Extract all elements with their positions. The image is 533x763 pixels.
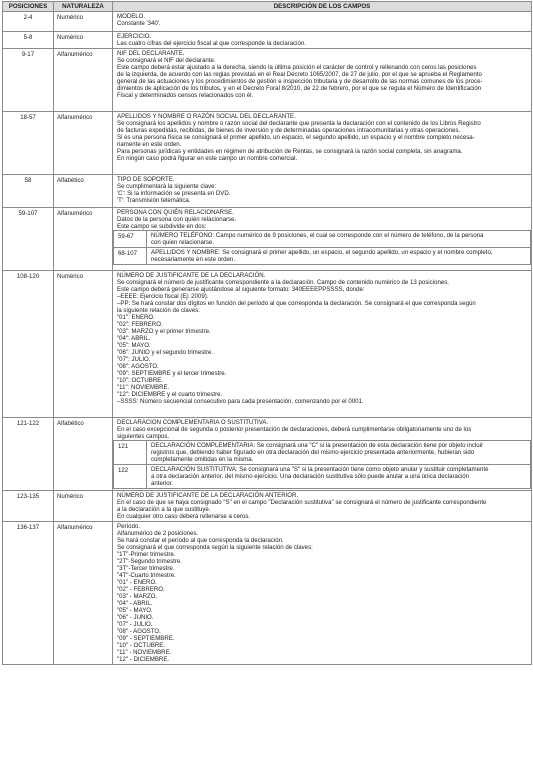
position-cell: 9-17 — [3, 49, 54, 112]
description-line: "06" - JUNIO. — [117, 614, 154, 621]
description-line: Período. — [117, 523, 141, 530]
description-line: "09": SEPTIEMBRE y el tercer trimestre. — [117, 370, 227, 377]
description-cell — [113, 112, 532, 175]
description-line: "03" - MARZO. — [117, 593, 158, 600]
description-line: Se cumplimentará la siguiente clave: — [117, 183, 217, 190]
nature-cell: Alfanumérico — [54, 49, 113, 112]
subfield-line: registros que, debiendo haber figurado en otra declaración del mismo ejercicio presentada anteriormente, hubieran sido — [151, 449, 475, 456]
subfield-line: con quien relacionarse. — [151, 239, 215, 246]
subfield-text — [147, 248, 531, 265]
subfield-line: DECLARACIÓN COMPLEMENTARIA: Se consignará una "C" si la presentación de esta declaración tiene por objeto incluir — [151, 442, 484, 449]
description-line: EJERCICIO. — [117, 33, 152, 40]
description-line: Se consignará el número de justificante correspondiente a la declaración. Campo de contenido numérico de 13 posiciones. — [117, 279, 449, 286]
description-cell — [113, 491, 532, 522]
position-cell: 136-137 — [3, 522, 54, 665]
table-row — [3, 208, 532, 271]
description-line: "06": JUNIO y el segundo trimestre. — [117, 349, 214, 356]
subfield-code: 121 — [114, 441, 147, 465]
table-row — [3, 32, 532, 49]
description-line: de la izquierda, de acuerdo con las reglas previstas en el Real Decreto 1065/2007, de 27 de julio, por el que se aprueba el Reglamento — [117, 71, 482, 78]
subfield-line: anterior. — [151, 480, 174, 487]
subfield-text — [147, 231, 531, 248]
position-cell: 59-107 — [3, 208, 54, 271]
description-line: Para personas jurídicas y entidades en régimen de atribución de Rentas, se consignará la razón social completa, sin anagrama. — [117, 148, 463, 155]
description-line: Este campo deberá estar ajustado a la derecha, siendo la última posición el carácter de control y rellenando con ceros las posiciones — [117, 64, 477, 71]
nature-cell: Numérico — [54, 271, 113, 418]
description-line: "08": AGOSTO. — [117, 363, 159, 370]
description-line: "04": ABRIL. — [117, 335, 151, 342]
description-line: Este campo se subdivide en dos: — [117, 223, 207, 230]
description-line: siguientes campos. — [117, 433, 170, 440]
description-line: Fiscal y determinados censos relacionados con él. — [117, 92, 254, 99]
table-body — [3, 12, 532, 665]
description-line: En el caso excepcional de segunda o posterior presentación de declaraciones, deberá cumplimentarse obligatoriamente uno de los — [117, 426, 472, 433]
subfield-line: DECLARACIÓN SUSTITUTIVA: Se consignará una "S" si la presentación tiene como objeto anular y sustituir completamente — [151, 466, 489, 473]
description-line: NÚMERO DE JUSTIFICANTE DE LA DECLARACIÓN ANTERIOR. — [117, 492, 299, 499]
description-line: NÚMERO DE JUSTIFICANTE DE LA DECLARACIÓN. — [117, 272, 266, 279]
description-line: "03": MARZO y el primer trimestre. — [117, 328, 211, 335]
description-line: TIPO DE SOPORTE. — [117, 176, 175, 183]
description-line: "01" - ENERO. — [117, 579, 157, 586]
header-naturaleza: NATURALEZA — [54, 2, 113, 12]
table-row — [3, 271, 532, 418]
subfield-table — [113, 440, 531, 489]
description-line: Datos de la persona con quién relacionarse. — [117, 216, 237, 223]
description-cell — [113, 32, 532, 49]
description-cell — [113, 12, 532, 32]
description-line: "02" - FEBRERO. — [117, 586, 165, 593]
position-cell: 5-8 — [3, 32, 54, 49]
description-line: "05": MAYO. — [117, 342, 151, 349]
description-cell — [113, 208, 532, 271]
subfield-line: a otra declaración anterior, del mismo ejercicio. Una declaración sustitutiva sólo puede anular a una única declaración — [151, 473, 470, 480]
subfield-code: 68-107 — [114, 248, 147, 265]
description-line: Si es una persona física se consignará el primer apellido, un espacio, el segundo apellido, un espacio y el nombre completo necesa- — [117, 134, 475, 141]
description-cell — [113, 522, 532, 665]
table-row — [3, 522, 532, 665]
header-descripcion: DESCRIPCIÓN DE LOS CAMPOS — [113, 2, 532, 12]
table-row — [3, 491, 532, 522]
description-line: la siguiente relación de claves: — [117, 307, 200, 314]
subfield-table — [113, 230, 531, 265]
position-cell: 18-57 — [3, 112, 54, 175]
description-line: "02": FEBRERO. — [117, 321, 163, 328]
description-cell — [113, 418, 532, 491]
nature-cell: Alfanumérico — [54, 522, 113, 665]
description-line: "05" - MAYO. — [117, 607, 153, 614]
description-line: MODELO. — [117, 13, 146, 20]
description-line: "07" - JULIO. — [117, 621, 153, 628]
subfield-code: 59-67 — [114, 231, 147, 248]
subfield-row — [114, 231, 531, 248]
description-line: Las cuatro cifras del ejercicio fiscal al que corresponde la declaración. — [117, 40, 307, 47]
description-cell — [113, 271, 532, 418]
nature-cell: Numérico — [54, 491, 113, 522]
description-line: "10" - OCTUBRE. — [117, 642, 166, 649]
position-cell: 121-122 — [3, 418, 54, 491]
description-line: riamente en este orden. — [117, 141, 182, 148]
description-line: "12" - DICIEMBRE. — [117, 656, 170, 663]
subfield-line: completamente omitidas en la misma. — [151, 456, 254, 463]
description-line: "08" - AGOSTO. — [117, 628, 161, 635]
description-line: –PP: Se hará constar dos dígitos en función del período al que corresponda la declaración. Se consignará el que corresponda según — [117, 300, 476, 307]
description-line: Se consignará los apellidos y nombre o razón social del declarante que presenta la declaración con el contenido de los Libros Registro — [117, 120, 481, 127]
description-line: Este campo deberá generarse ajustándose al siguiente formato: 340EEEEPPSSSS, donde: — [117, 286, 365, 293]
description-line: "07": JULIO. — [117, 356, 151, 363]
position-cell: 108-120 — [3, 271, 54, 418]
description-line: a la declaración a la que sustituye. — [117, 506, 211, 513]
subfield-text — [147, 465, 531, 489]
description-line: "2T"-Segundo trimestre. — [117, 558, 182, 565]
description-line: 'C': Si la información se presenta en DVD. — [117, 190, 231, 197]
subfield-line: NÚMERO TELÉFONO: Campo numérico de 9 posiciones, el cual se corresponde con el número de teléfono, de la persona — [151, 232, 484, 239]
description-line: En el caso de que se haya consignado "S" en el campo "Declaración sustitutiva" se consignará el número de justificante correspondiente — [117, 499, 487, 506]
description-line: "4T"-Cuarto trimestre. — [117, 572, 176, 579]
description-line: "1T"-Primer trimestre. — [117, 551, 176, 558]
table-row — [3, 49, 532, 112]
subfield-line: necesariamente en este orden. — [151, 256, 236, 263]
description-line: Se consignará el NIF del declarante. — [117, 57, 216, 64]
table-row — [3, 175, 532, 208]
nature-cell: Alfabético — [54, 418, 113, 491]
subfield-row — [114, 465, 531, 489]
nature-cell: Alfabético — [54, 175, 113, 208]
table-row — [3, 112, 532, 175]
table-header-row — [3, 2, 532, 12]
description-line: "09" - SEPTIEMBRE. — [117, 635, 175, 642]
position-cell: 58 — [3, 175, 54, 208]
position-cell: 123-135 — [3, 491, 54, 522]
description-cell — [113, 49, 532, 112]
description-line: DECLARACION COMPLEMENTARIA O SUSTITUTIVA. — [117, 419, 269, 426]
nature-cell: Numérico — [54, 32, 113, 49]
nature-cell: Alfanumérico — [54, 208, 113, 271]
description-line: "10": OCTUBRE. — [117, 377, 163, 384]
nature-cell: Alfanumérico — [54, 112, 113, 175]
description-line: NIF DEL DECLARANTE. — [117, 50, 185, 57]
description-line: "04" - ABRIL. — [117, 600, 153, 607]
table-row — [3, 418, 532, 491]
subfield-row — [114, 441, 531, 465]
subfield-text — [147, 441, 531, 465]
document-page — [2, 1, 531, 665]
description-cell — [113, 175, 532, 208]
description-line: En ningún caso podrá figurar en este campo un nombre comercial. — [117, 155, 298, 162]
description-line: dimientos de aplicación de los tributos, y en el Decreto Foral 8/2010, de 22 de febrero, por el que se regula el Número de Identificación — [117, 85, 482, 92]
description-line: de facturas expedidas, recibidas, de bienes de inversión y de determinadas operaciones intracomunitarias y otras operaciones. — [117, 127, 461, 134]
subfield-code: 122 — [114, 465, 147, 489]
description-line: 'T': Transmisión telemática. — [117, 197, 191, 204]
description-line: –EEEE: Ejercicio fiscal (Ej: 2009). — [117, 293, 209, 300]
subfield-row — [114, 248, 531, 265]
description-line: Alfanumérico de 2 posiciones. — [117, 530, 199, 537]
description-line: Se consignará el que corresponda según la siguiente relación de claves: — [117, 544, 313, 551]
header-posiciones: POSICIONES — [3, 2, 54, 12]
description-line: general de las actuaciones y los procedimientos de gestión e inspección tributaria y de desarrollo de las normas comunes de los proce- — [117, 78, 483, 85]
description-line: En cualquier otro caso deberá rellenarse a ceros. — [117, 513, 251, 520]
fields-table — [2, 1, 532, 665]
nature-cell: Numérico — [54, 12, 113, 32]
subfield-line: APELLIDOS Y NOMBRE: Se consignará el primer apellido, un espacio, el segundo apellido, un espacio y el nombre completo, — [151, 249, 493, 256]
description-line: Constante '340'. — [117, 20, 161, 27]
description-line: "12": DICIEMBRE y el cuarto trimestre. — [117, 391, 223, 398]
position-cell: 2-4 — [3, 12, 54, 32]
description-line: PERSONA CON QUIÉN RELACIONARSE. — [117, 209, 234, 216]
description-line: "11" - NOVIEMBRE. — [117, 649, 172, 656]
description-line: "01": ENERO. — [117, 314, 155, 321]
description-line: "3T"-Tercer trimestre. — [117, 565, 175, 572]
description-line: –SSSS: Número secuencial consecutivo para cada presentación, comenzando por el 0001. — [117, 398, 364, 405]
description-line: "11": NOVIEMBRE. — [117, 384, 170, 391]
table-row — [3, 12, 532, 32]
description-line: APELLIDOS Y NOMBRE O RAZÓN SOCIAL DEL DECLARANTE. — [117, 113, 296, 120]
description-line: Se hará constar el período al que corresponda la declaración. — [117, 537, 284, 544]
